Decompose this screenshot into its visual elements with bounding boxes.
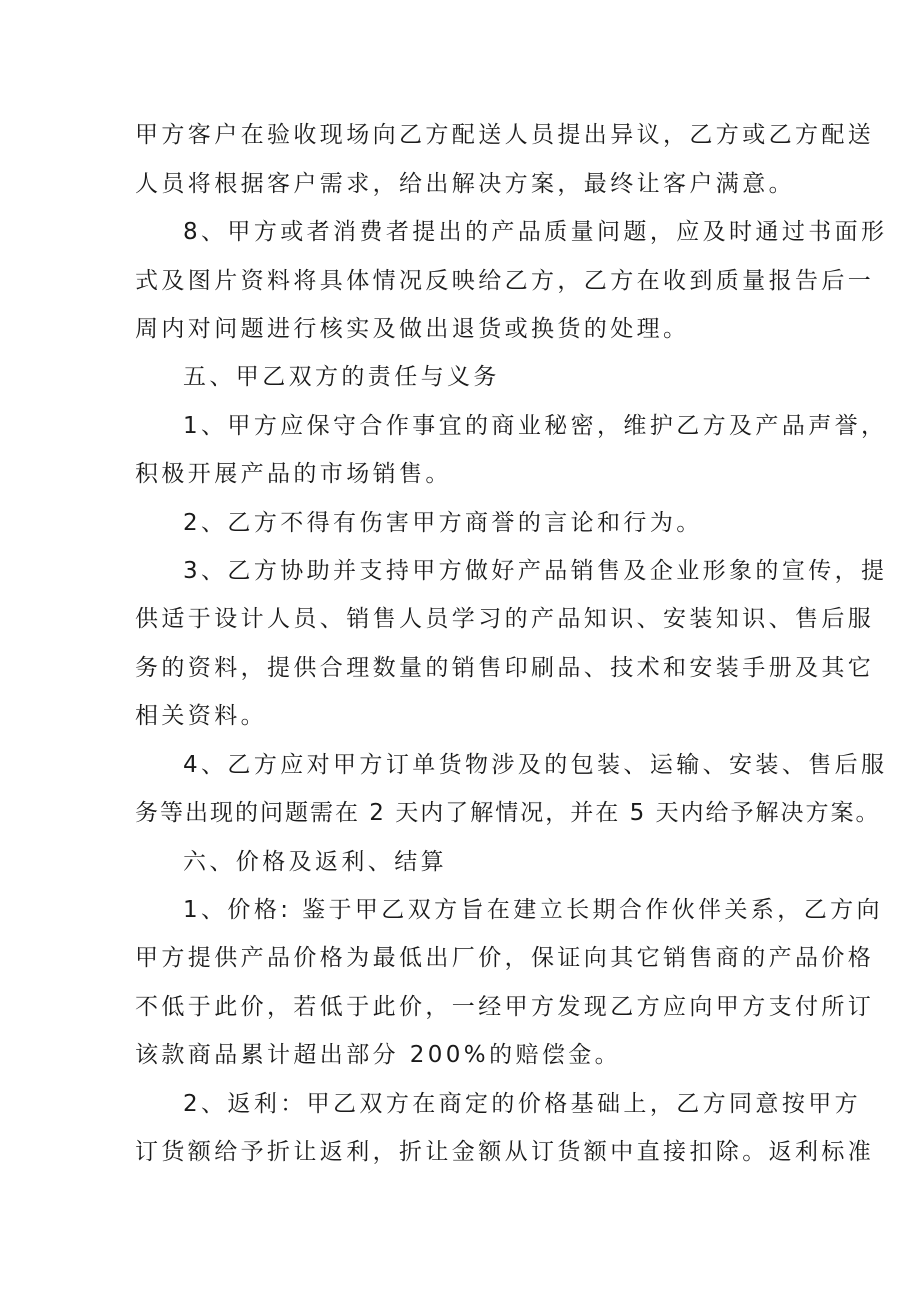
- text-line: 人员将根据客户需求，给出解决方案，最终让客户满意。: [135, 171, 795, 197]
- text-line: 周内对问题进行核实及做出退货或换货的处理。: [135, 316, 690, 342]
- text-line: 1、甲方应保守合作事宜的商业秘密，维护乙方及产品声誉，: [183, 413, 888, 439]
- text-line: 2、乙方不得有伤害甲方商誉的言论和行为。: [183, 510, 703, 536]
- text-line: 不低于此价，若低于此价，一经甲方发现乙方应向甲方支付所订: [135, 994, 875, 1020]
- text-line: 订货额给予折让返利，折让金额从订货额中直接扣除。返利标准: [135, 1139, 875, 1165]
- text-line: 该款商品累计超出部分 200%的赔偿金。: [135, 1042, 622, 1068]
- text-line: 积极开展产品的市场销售。: [135, 461, 452, 487]
- text-line: 甲方客户在验收现场向乙方配送人员提出异议，乙方或乙方配送: [135, 122, 875, 148]
- section-heading: 六、价格及返利、结算: [183, 849, 447, 875]
- text-line: 相关资料。: [135, 703, 267, 729]
- text-line: 务的资料，提供合理数量的销售印刷品、技术和安装手册及其它: [135, 655, 875, 681]
- text-line: 甲方提供产品价格为最低出厂价，保证向其它销售商的产品价格: [135, 945, 875, 971]
- text-line: 3、乙方协助并支持甲方做好产品销售及企业形象的宣传，提: [183, 558, 888, 584]
- text-line: 8、甲方或者消费者提出的产品质量问题，应及时通过书面形: [183, 219, 888, 245]
- text-line: 供适于设计人员、销售人员学习的产品知识、安装知识、售后服: [135, 606, 875, 632]
- text-line: 务等出现的问题需在 2 天内了解情况，并在 5 天内给予解决方案。: [135, 800, 881, 826]
- text-line: 1、价格: 鉴于甲乙双方旨在建立长期合作伙伴关系，乙方向: [183, 897, 883, 923]
- text-line: 2、返利：甲乙双方在商定的价格基础上，乙方同意按甲方: [183, 1091, 862, 1117]
- text-line: 4、乙方应对甲方订单货物涉及的包装、运输、安装、售后服: [183, 752, 888, 778]
- section-heading: 五、甲乙双方的责任与义务: [183, 364, 500, 390]
- text-line: 式及图片资料将具体情况反映给乙方，乙方在收到质量报告后一: [135, 268, 875, 294]
